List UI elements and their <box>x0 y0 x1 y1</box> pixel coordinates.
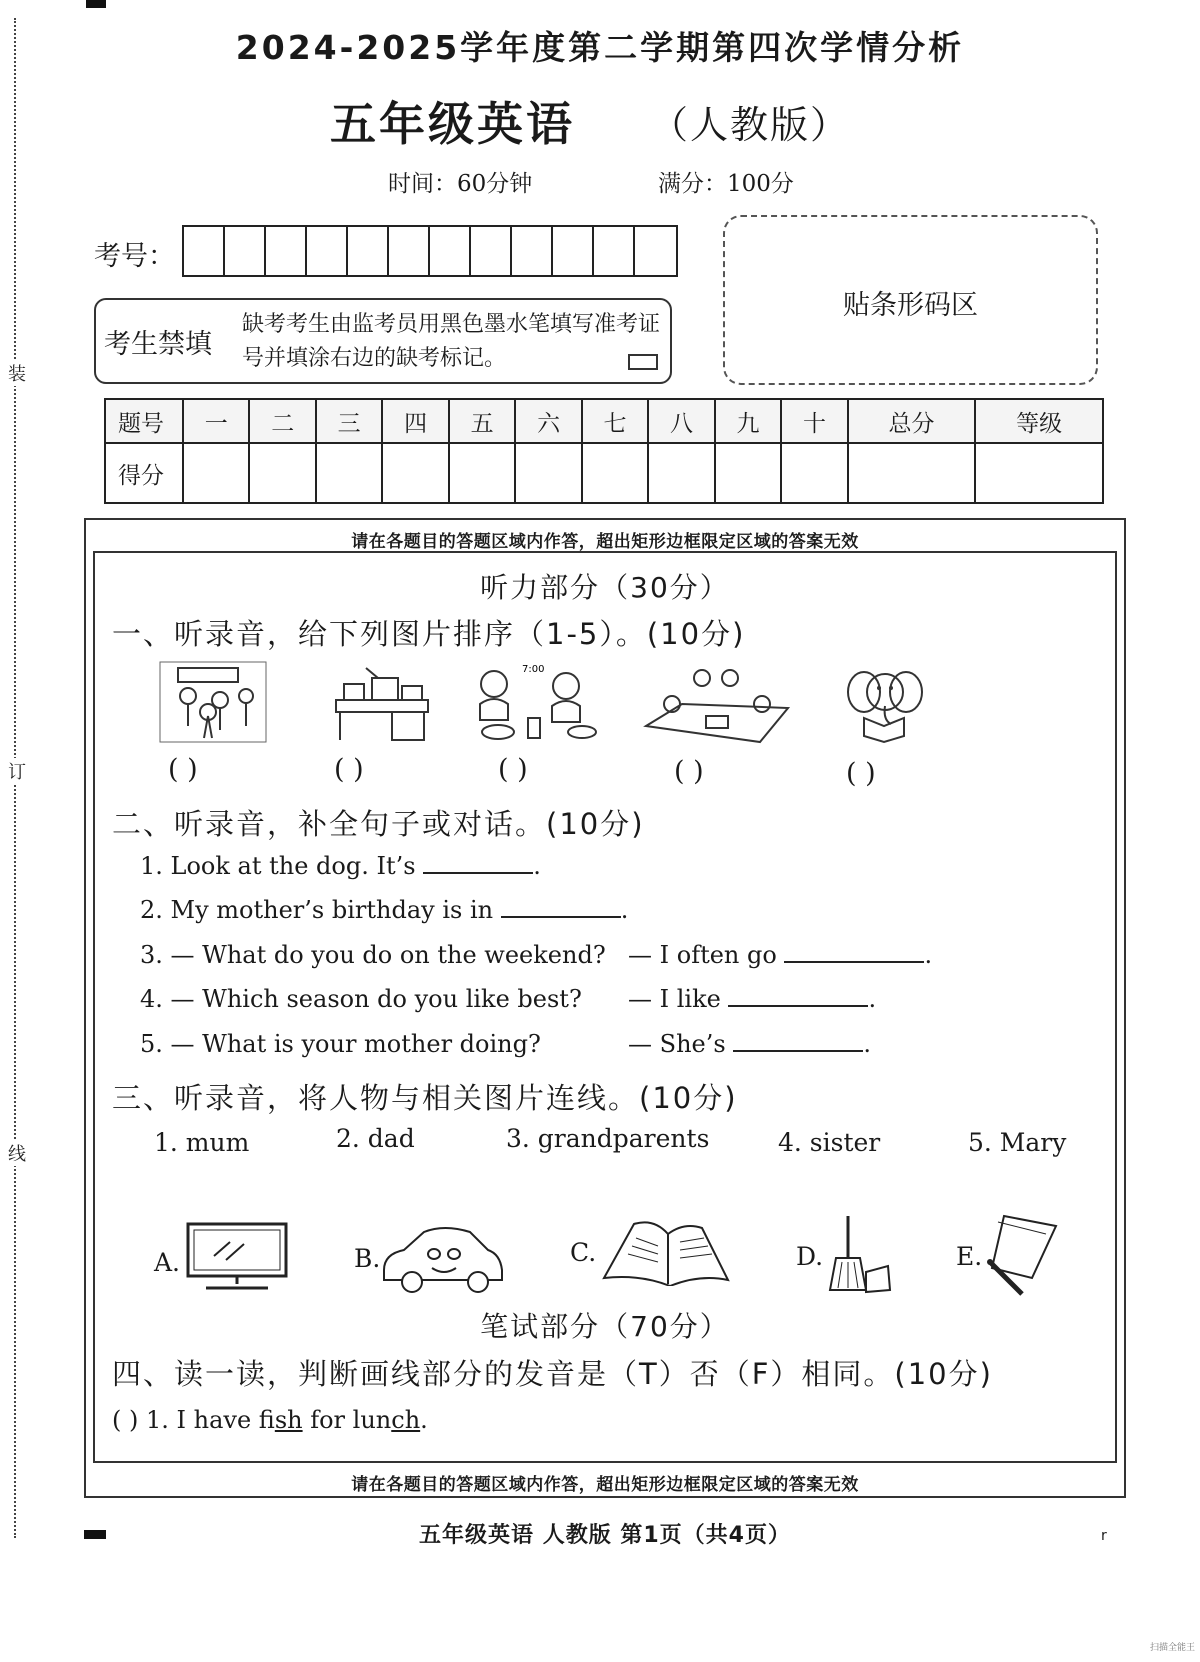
answer-2-5 <box>628 1030 871 1058</box>
exam-number-boxes[interactable] <box>182 225 678 277</box>
boundary-note-top: 请在各题目的答题区域内作答，超出矩形边框限定区域的答案无效 <box>351 532 859 552</box>
exam-title: 2024-2025学年度第二学期第四次学情分析 <box>235 28 965 67</box>
section3-heading: 三、听录音，将人物与相关图片连线。(10分) <box>112 1081 738 1115</box>
elephant-reading-picture <box>842 662 928 746</box>
exam-number-digit-box[interactable] <box>307 227 348 275</box>
barcode-label: 贴条形码区 <box>843 290 978 321</box>
car-icon[interactable] <box>378 1220 508 1294</box>
registration-mark-top <box>86 0 106 8</box>
question-2-3: 3. — What do you do on the weekend? <box>140 941 606 969</box>
answer-paren[interactable]: ( ) <box>674 756 704 787</box>
breakfast-clock-label: 7:00 <box>522 664 545 675</box>
score-cell[interactable] <box>249 443 315 503</box>
person-item[interactable]: 1. mum <box>154 1128 250 1157</box>
underlined-part: sh <box>274 1406 303 1434</box>
score-cell[interactable] <box>582 443 648 503</box>
listening-part-title: 听力部分（30分） <box>480 571 730 604</box>
score-label: 得分 <box>105 443 183 503</box>
question-end: . <box>533 852 541 880</box>
breakfast-picture <box>470 660 610 744</box>
score-col-header: 等级 <box>975 399 1103 443</box>
page-footer: 五年级英语 人教版 第1页（共4页） <box>419 1523 791 1548</box>
section2-heading: 二、听录音，补全句子或对话。(10分) <box>112 807 645 841</box>
score-col-header: 六 <box>515 399 581 443</box>
writing-part-title: 笔试部分（70分） <box>480 1310 730 1343</box>
option-letter: C. <box>570 1238 597 1267</box>
score-col-header: 十 <box>781 399 847 443</box>
binding-char-ding: 订 <box>6 758 28 784</box>
question-end: . <box>868 985 877 1013</box>
person-item[interactable]: 5. Mary <box>968 1128 1067 1157</box>
exam-number-digit-box[interactable] <box>266 227 307 275</box>
corner-mark: r <box>1101 1528 1107 1544</box>
answer-prefix: — I often go <box>628 941 777 969</box>
book-icon[interactable] <box>600 1212 732 1286</box>
exam-number-digit-box[interactable] <box>594 227 635 275</box>
exam-number-label: 考号： <box>94 241 175 272</box>
answer-prefix: — I like <box>628 985 721 1013</box>
score-table <box>104 398 1104 504</box>
score-cell[interactable] <box>382 443 448 503</box>
question-number-label: 题号 <box>105 399 183 443</box>
absent-mark-box[interactable] <box>628 354 658 370</box>
barcode-area <box>723 215 1098 385</box>
answer-blank[interactable] <box>423 852 533 874</box>
question-4-1 <box>112 1406 428 1434</box>
score-cell[interactable] <box>316 443 382 503</box>
boundary-note-bottom: 请在各题目的答题区域内作答，超出矩形边框限定区域的答案无效 <box>351 1475 859 1495</box>
option-letter: A. <box>154 1248 181 1277</box>
score-col-header: 三 <box>316 399 382 443</box>
restricted-label: 考生禁填 <box>104 329 212 360</box>
score-col-header: 一 <box>183 399 249 443</box>
option-letter: D. <box>796 1242 824 1271</box>
exam-number-digit-box[interactable] <box>430 227 471 275</box>
question-end: . <box>420 1406 428 1434</box>
score-col-header: 五 <box>449 399 515 443</box>
option-letter: E. <box>956 1242 983 1271</box>
option-letter: B. <box>354 1244 381 1273</box>
paper-pen-icon[interactable] <box>984 1212 1060 1298</box>
question-2-4: 4. — Which season do you like best? <box>140 985 582 1013</box>
question-end: . <box>863 1030 871 1058</box>
messy-desk-picture <box>326 664 436 744</box>
subject-title: 五年级英语 <box>330 97 575 151</box>
picnic-picture <box>642 664 792 746</box>
answer-2-4 <box>628 985 876 1013</box>
question-text: 1. Look at the dog. It’s <box>140 852 416 880</box>
exam-number-digit-box[interactable] <box>348 227 389 275</box>
score-table-score-row <box>105 443 1103 503</box>
question-text: 2. My mother’s birthday is in <box>140 896 494 924</box>
score-col-header: 八 <box>648 399 714 443</box>
score-cell[interactable] <box>183 443 249 503</box>
full-score: 满分：100分 <box>658 171 794 197</box>
tree-planting-picture <box>158 660 268 744</box>
question-2-1 <box>140 852 541 880</box>
exam-number-digit-box[interactable] <box>389 227 430 275</box>
score-col-header: 四 <box>382 399 448 443</box>
restricted-fill-box <box>94 298 672 384</box>
person-item[interactable]: 4. sister <box>778 1128 881 1157</box>
section4-heading: 四、读一读，判断画线部分的发音是（T）否（F）相同。(10分) <box>112 1357 993 1391</box>
score-col-header: 七 <box>582 399 648 443</box>
score-table-header-row <box>105 399 1103 443</box>
exam-number-digit-box[interactable] <box>184 227 225 275</box>
score-cell[interactable] <box>715 443 781 503</box>
exam-number-digit-box[interactable] <box>635 227 676 275</box>
person-item[interactable]: 3. grandparents <box>506 1124 710 1153</box>
answer-paren[interactable]: ( ) <box>168 754 198 785</box>
answer-2-3 <box>628 941 932 969</box>
question-2-2 <box>140 896 628 924</box>
time-limit: 时间：60分钟 <box>388 171 533 197</box>
answer-paren[interactable]: ( ) <box>846 758 876 789</box>
answer-paren[interactable]: ( ) <box>334 754 364 785</box>
score-cell[interactable] <box>781 443 847 503</box>
score-cell[interactable] <box>648 443 714 503</box>
question-2-5: 5. — What is your mother doing? <box>140 1030 541 1058</box>
exam-number-digit-box[interactable] <box>553 227 594 275</box>
person-item[interactable]: 2. dad <box>336 1124 415 1153</box>
question-text: 1. I have fi <box>146 1406 275 1434</box>
score-cell[interactable] <box>848 443 976 503</box>
restricted-instruction: 缺考考生由监考员用黑色墨水笔填写准考证号并填涂右边的缺考标记。 <box>242 312 661 371</box>
question-text: for lun <box>302 1406 392 1434</box>
binding-char-xian: 线 <box>6 1140 28 1166</box>
score-col-header: 二 <box>249 399 315 443</box>
exam-number-digit-box[interactable] <box>225 227 266 275</box>
answer-paren[interactable]: ( ) <box>498 754 528 785</box>
exam-number-digit-box[interactable] <box>512 227 553 275</box>
answer-prefix: — She’s <box>628 1030 726 1058</box>
answer-blank[interactable] <box>501 896 621 918</box>
score-cell[interactable] <box>975 443 1103 503</box>
tv-icon[interactable] <box>184 1220 290 1294</box>
score-cell[interactable] <box>449 443 515 503</box>
edition-label: （人教版） <box>650 103 851 147</box>
score-col-header: 九 <box>715 399 781 443</box>
answer-paren[interactable]: ( ) <box>112 1406 139 1434</box>
broom-dustpan-icon[interactable] <box>822 1212 892 1296</box>
exam-number-digit-box[interactable] <box>471 227 512 275</box>
answer-blank[interactable] <box>733 1030 863 1052</box>
score-cell[interactable] <box>515 443 581 503</box>
section1-heading: 一、听录音，给下列图片排序（1-5）。(10分) <box>112 617 746 651</box>
underlined-part: ch <box>391 1406 421 1434</box>
answer-blank[interactable] <box>784 941 924 963</box>
answer-blank[interactable] <box>728 985 868 1007</box>
registration-mark-bottom <box>84 1530 106 1539</box>
score-col-header: 总分 <box>848 399 976 443</box>
question-end: . <box>620 896 629 924</box>
scanner-watermark: 扫描全能王 <box>1150 1643 1196 1653</box>
binding-char-zhuang: 装 <box>6 360 28 386</box>
question-end: . <box>924 941 933 969</box>
